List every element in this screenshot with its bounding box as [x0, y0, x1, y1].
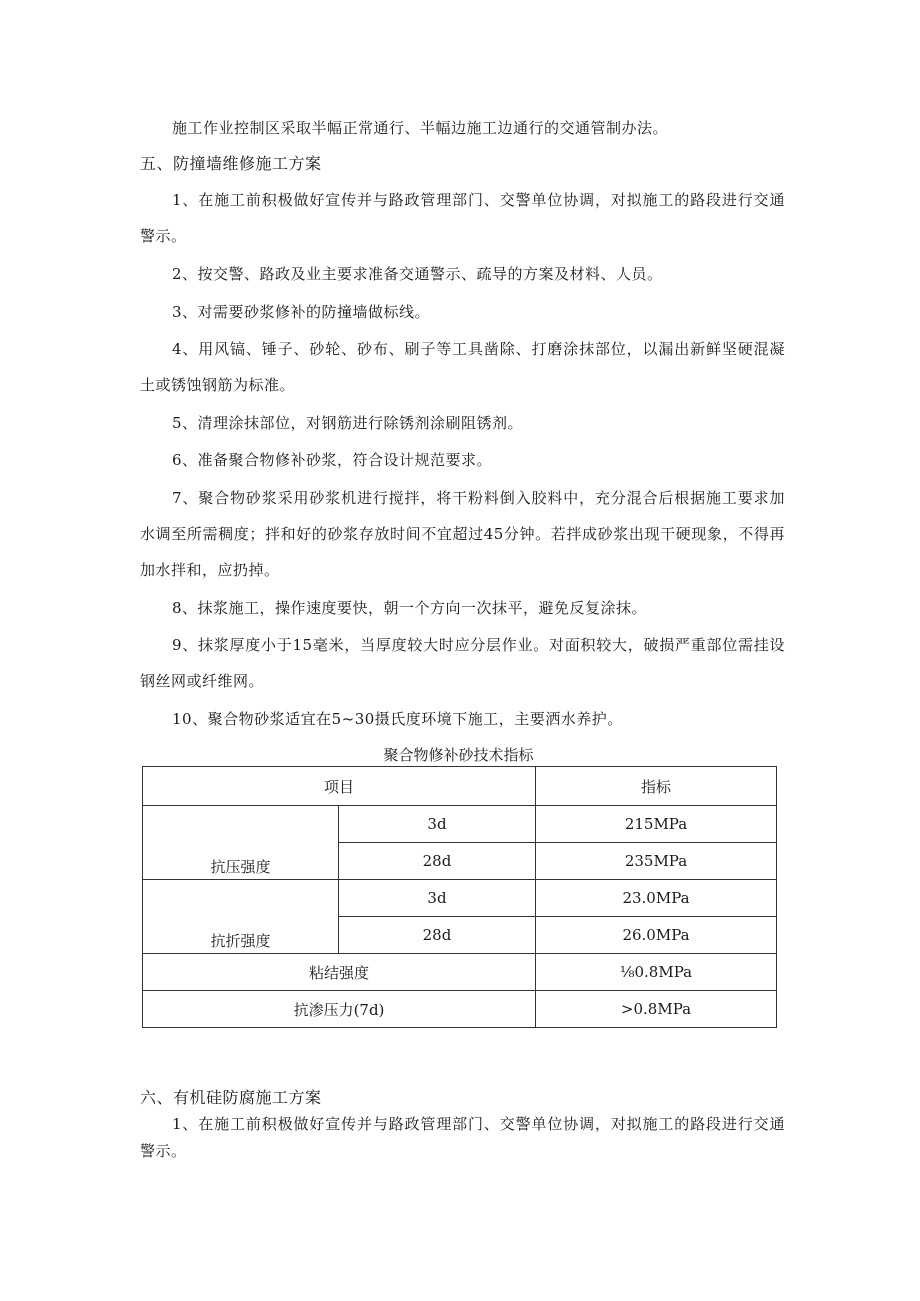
section-5-item-10: 10、聚合物砂浆适宜在5~30摄氏度环境下施工，主要洒水养护。 — [172, 710, 623, 728]
bond-value: ⅛0.8MPa — [619, 963, 693, 981]
compressive-3d-value: 215MPa — [624, 815, 688, 833]
table-header-row — [143, 767, 777, 806]
age-cell — [339, 880, 536, 917]
age-cell — [339, 806, 536, 843]
table-row — [143, 991, 777, 1028]
spec-table — [142, 766, 777, 1028]
section-5-item-2: 2、按交警、路政及业主要求准备交通警示、疏导的方案及材料、人员。 — [172, 265, 663, 283]
header-spec-label: 指标 — [640, 777, 671, 796]
section-5-item-9: 9、抹浆厚度小于15毫米，当厚度较大时应分层作业。对面积较大，破损严重部位需挂设钢丝网或纤维网。 — [140, 636, 785, 690]
table-caption: 聚合物修补砂技术指标 — [383, 746, 534, 764]
section-5-heading: 五、防撞墙维修施工方案 — [140, 154, 322, 173]
header-item-cell — [143, 767, 536, 806]
value-cell — [536, 880, 777, 917]
flexural-label-cell — [143, 880, 339, 954]
compressive-28d-value: 235MPa — [624, 852, 688, 870]
section-5-item-7: 7、聚合物砂浆采用砂浆机进行搅拌，将干粉料倒入胶料中，充分混合后根据施工要求加水调至所需稠度；拌和好的砂浆存放时间不宜超过45分钟。若拌成砂浆出现干硬现象，不得再加水拌和，应扔掉。 — [140, 489, 785, 579]
compressive-label: 抗压强度 — [210, 858, 271, 876]
flexural-3d-age: 3d — [427, 889, 447, 907]
section-5-item-5: 5、清理涂抹部位，对钢筋进行除锈剂涂刷阻锈剂。 — [172, 414, 524, 432]
flexural-28d-age: 28d — [422, 926, 452, 944]
compressive-28d-age: 28d — [422, 852, 452, 870]
bond-label-cell — [143, 954, 536, 991]
age-cell — [339, 843, 536, 880]
flexural-3d-value: 23.0MPa — [622, 889, 690, 907]
compressive-3d-age: 3d — [427, 815, 447, 833]
flexural-28d-value: 26.0MPa — [622, 926, 690, 944]
section-5-item-3: 3、对需要砂浆修补的防撞墙做标线。 — [172, 303, 431, 321]
section-6-heading: 六、有机硅防腐施工方案 — [140, 1088, 322, 1107]
header-spec-cell — [536, 767, 777, 806]
impermeability-label-cell — [143, 991, 536, 1028]
compressive-label-cell — [143, 806, 339, 880]
table-row — [143, 954, 777, 991]
age-cell — [339, 917, 536, 954]
table-row — [143, 806, 777, 843]
value-cell — [536, 954, 777, 991]
value-cell — [536, 843, 777, 880]
impermeability-value: >0.8MPa — [620, 1000, 692, 1018]
value-cell — [536, 806, 777, 843]
impermeability-label: 抗渗压力(7d) — [293, 1000, 385, 1019]
value-cell — [536, 991, 777, 1028]
section-6-item-1: 1、在施工前积极做好宣传并与路政管理部门、交警单位协调，对拟施工的路段进行交通警示。 — [140, 1115, 785, 1160]
section-5-item-6: 6、准备聚合物修补砂浆，符合设计规范要求。 — [172, 451, 493, 469]
value-cell — [536, 917, 777, 954]
paragraph-traffic-control: 施工作业控制区采取半幅正常通行、半幅边施工边通行的交通管制办法。 — [172, 119, 669, 137]
table-row — [143, 880, 777, 917]
section-5-item-8: 8、抹浆施工，操作速度要快，朝一个方向一次抹平，避免反复涂抹。 — [172, 599, 648, 617]
section-5-item-4: 4、用风镐、锤子、砂轮、砂布、刷子等工具凿除、打磨涂抹部位，以漏出新鲜坚硬混凝土或锈蚀钢筋为标准。 — [140, 340, 785, 394]
section-5-item-1: 1、在施工前积极做好宣传并与路政管理部门、交警单位协调，对拟施工的路段进行交通警示。 — [140, 191, 785, 245]
flexural-label: 抗折强度 — [210, 932, 271, 950]
header-item-label: 项目 — [323, 777, 354, 796]
bond-label: 粘结强度 — [308, 963, 369, 982]
